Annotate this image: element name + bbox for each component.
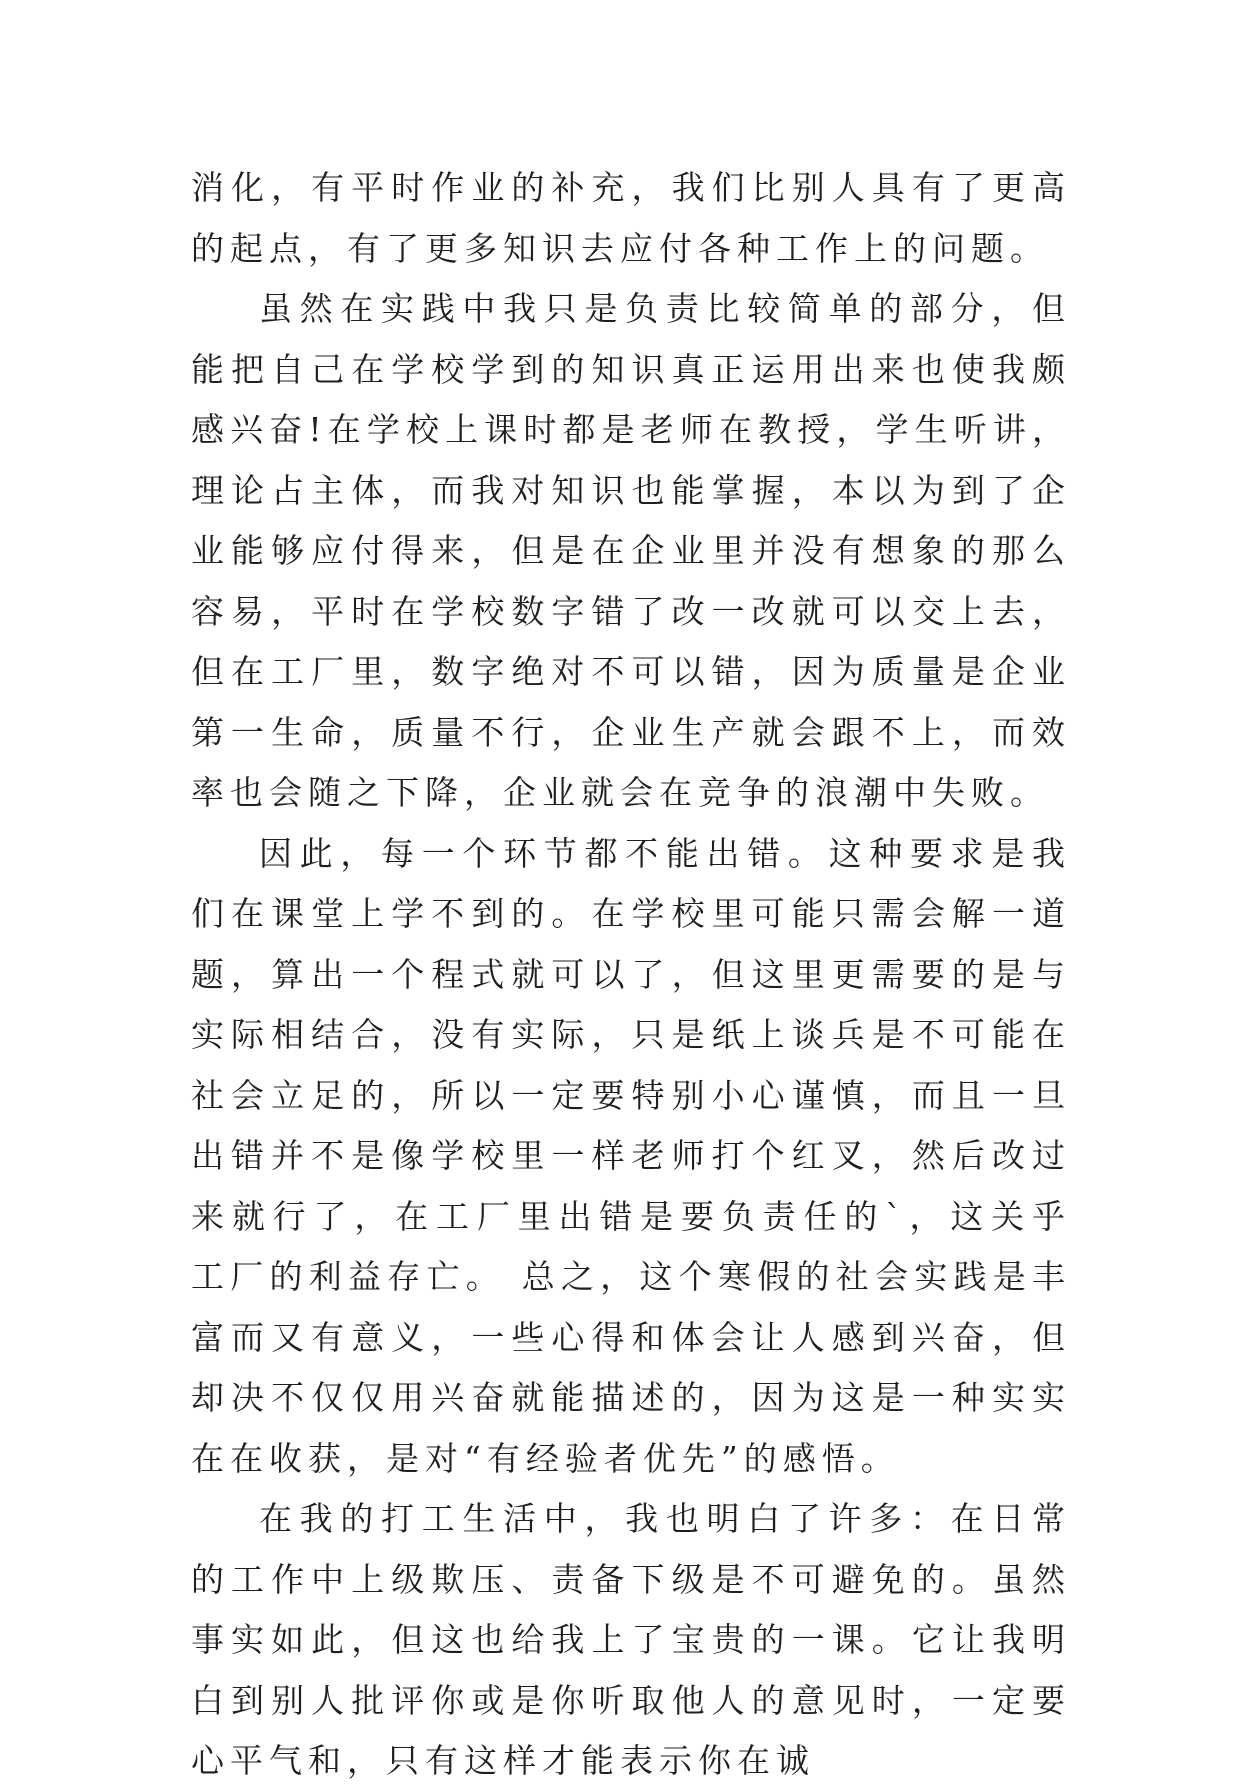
paragraph-4: 在我的打工生活中，我也明白了许多：在日常的工作中上级欺压、责备下级是不可避免的。虽然事实如此，但这也给我上了宝贵的一课。它让我明白到别人批评你或是你听取他人的意见时，一定要心平气和，只有这样才能表示你在诚 <box>191 1499 1071 1780</box>
paragraph-2: 虽然在实践中我只是负责比较简单的部分，但能把自己在学校学到的知识真正运用出来也使我颇感兴奋!在学校上课时都是老师在教授，学生听讲，理论占主体，而我对知识也能掌握，本以为到了企业能够应付得来，但是在企业里并没有想象的那么容易，平时在学校数字错了改一改就可以交上去，但在工厂里，数字绝对不可以错，因为质量是企业第一生命，质量不行，企业生产就会跟不上，而效率也会随之下降，企业就会在竞争的浪潮中失败。 <box>191 289 1071 812</box>
document-body <box>191 158 1071 1792</box>
paragraph-1: 消化，有平时作业的补充，我们比别人具有了更高的起点，有了更多知识去应付各种工作上的问题。 <box>191 168 1071 268</box>
paragraph-3: 因此，每一个环节都不能出错。这种要求是我们在课堂上学不到的。在学校里可能只需会解一道题，算出一个程式就可以了，但这里更需要的是与实际相结合，没有实际，只是纸上谈兵是不可能在社会立足的，所以一定要特别小心谨慎，而且一旦出错并不是像学校里一样老师打个红叉，然后改过来就行了，在工厂里出错是要负责任的`，这关乎工厂的利益存亡。 总之，这个寒假的社会实践是丰富而又有意义，一些心得和体会让人感到兴奋，但却决不仅仅用兴奋就能描述的，因为这是一种实实在在收获，是对“有经验者优先”的感悟。 <box>191 833 1071 1478</box>
